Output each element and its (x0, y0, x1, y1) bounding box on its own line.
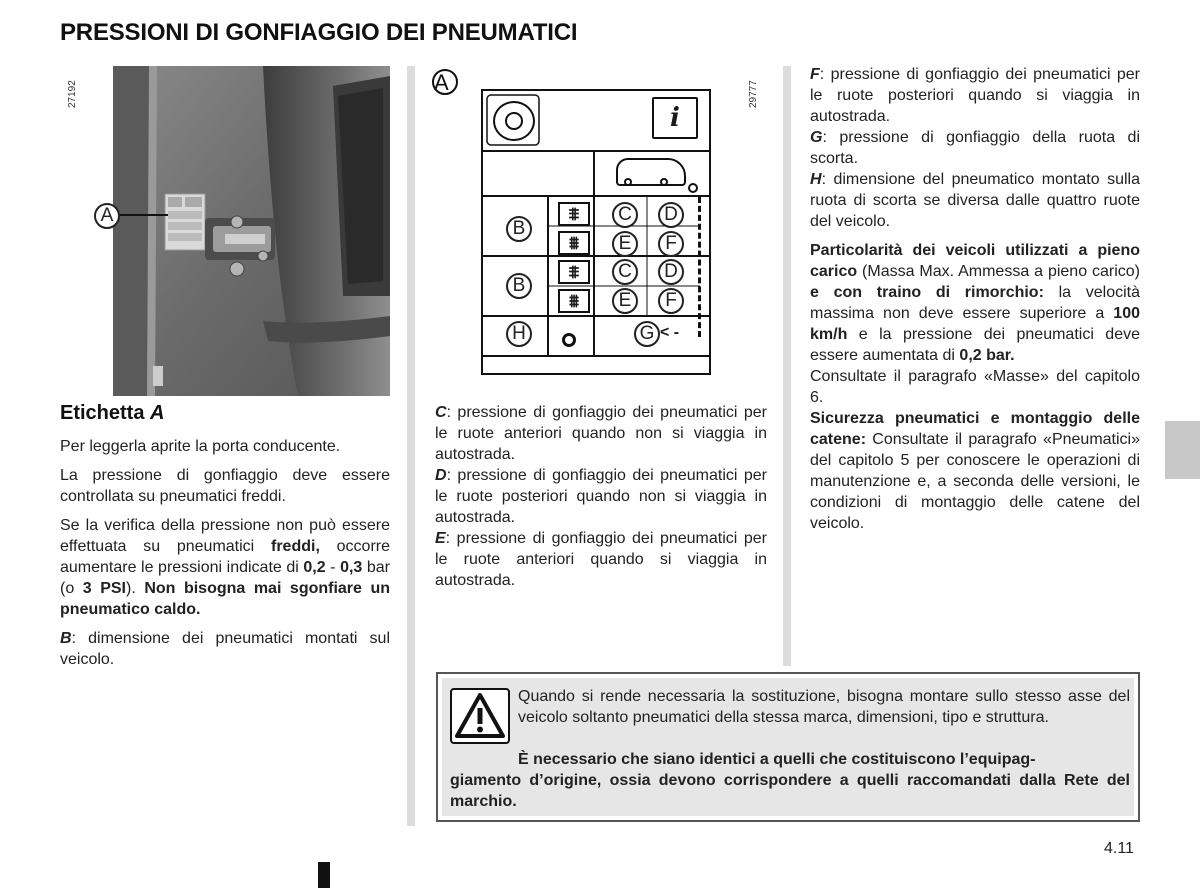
spare-size-icon (562, 333, 576, 347)
road-icon: ⩩ (558, 289, 590, 313)
definition-e: E: pressione di gonfiaggio dei pneumatici per le ruote anteriori quando si viaggia in autostrada. (435, 530, 767, 589)
definition-f: F: pressione di gonfiaggio dei pneumatici per le ruote posteriori quando si viaggia in autostrada. (810, 66, 1140, 125)
diagram-label-f-1: F (658, 231, 684, 257)
warning-text-replacement: Quando si rende necessaria la sostituzione, bisogna montare sullo stesso asse del veicolo soltanto pneumatici della stessa marca, dimensioni, tipo e struttura. (518, 688, 1130, 726)
spare-dashed-line (698, 197, 701, 337)
column-divider-right (783, 66, 791, 666)
definition-d: D: pressione di gonfiaggio dei pneumatici per le ruote posteriori quando non si viaggia in autostrada. (435, 467, 767, 526)
motorway-icon: ⩨ (558, 202, 590, 226)
diagram-label-d-1: D (658, 202, 684, 228)
definition-h: H: dimensione del pneumatico montato sulla ruota di scorta se diversa dalle quattro ruote del veicolo. (810, 171, 1140, 230)
diagram-label-c-2: C (612, 259, 638, 285)
diagram-label-d-2: D (658, 259, 684, 285)
door-photo (113, 66, 390, 396)
warning-text-identical: È necessario che siano identici a quelli che costituiscono l’equipag- giamento d’origine, ossia devono corrispondere a quelli raccomandati dalla Rete del marchio. (450, 751, 1130, 810)
definition-g: G: pressione di gonfiaggio della ruota di scorta. (810, 129, 1140, 167)
paragraph-b-definition: B: dimensione dei pneumatici montati sul veicolo. (60, 630, 390, 668)
chapter-tab (1165, 421, 1200, 479)
left-column-text (60, 436, 390, 678)
photo-callout-line (120, 214, 168, 216)
car-tyres-icon (616, 158, 686, 186)
middle-column-text (435, 402, 767, 591)
paragraph-consult-masses: Consultate il paragrafo «Masse» del capitolo 6. (810, 368, 1140, 406)
diagram-label-b-1: B (506, 216, 532, 242)
motorway-icon: ⩨ (558, 260, 590, 284)
diagram-label-e-1: E (612, 231, 638, 257)
photo-ref-number: 27192 (67, 80, 78, 108)
diagram-label-f-2: F (658, 288, 684, 314)
right-column-text (810, 64, 1140, 534)
definition-c: C: pressione di gonfiaggio dei pneumatici per le ruote anteriori quando non si viaggia in autostrada. (435, 404, 767, 463)
paragraph-hot-tyres: Se la verifica della pressione non può essere effettuata su pneumatici freddi, occorre aumentare le pressioni indicate di 0,2 - 0,3 bar (o 3 PSI). Non bisogna mai sgonfiare un pneumatico caldo. (60, 517, 391, 618)
spare-pressure-arrow: < - (660, 324, 680, 341)
diagram-callout-a: A (434, 70, 449, 95)
diagram-label-h: H (506, 321, 532, 347)
label-heading: Etichetta A (60, 402, 165, 424)
diagram-label-c-1: C (612, 202, 638, 228)
paragraph-full-load: Particolarità dei veicoli utilizzati a pieno carico (Massa Max. Ammessa a pieno carico) e con traino di rimorchio: la velocità massima non deve essere superiore a 100 km/h e la pressione dei pneumatici deve essere aumentata di 0,2 bar. (810, 242, 1140, 364)
warning-box (436, 672, 1140, 822)
tyre-pressure-icon (493, 101, 535, 141)
paragraph-safety-chains: Sicurezza pneumatici e montaggio delle catene: Consultate il paragrafo «Pneumatici» del capitolo 5 per conoscere le operazioni di manutenzione e, a seconda delle versioni, le condizioni di montaggio delle catene del veicolo. (810, 410, 1140, 532)
photo-callout-a: A (94, 203, 120, 229)
spare-wheel-icon (688, 183, 698, 193)
diagram-ref-number: 29777 (748, 80, 759, 108)
diagram-label-g: G (634, 321, 660, 347)
diagram-label-e-2: E (612, 288, 638, 314)
road-icon: ⩩ (558, 231, 590, 255)
footer-mark (318, 862, 330, 888)
page-number: 4.11 (1104, 840, 1134, 857)
tyre-label-diagram (432, 66, 752, 386)
column-divider-left (407, 66, 415, 826)
page-title: PRESSIONI DI GONFIAGGIO DEI PNEUMATICI (60, 19, 578, 46)
paragraph-cold-tyres: La pressione di gonfiaggio deve essere controllata su pneumatici freddi. (60, 467, 390, 505)
manual-info-icon: i (652, 97, 698, 139)
paragraph-open-door: Per leggerla aprite la porta conducente. (60, 438, 341, 455)
diagram-label-b-2: B (506, 273, 532, 299)
warning-triangle-icon (450, 688, 510, 744)
